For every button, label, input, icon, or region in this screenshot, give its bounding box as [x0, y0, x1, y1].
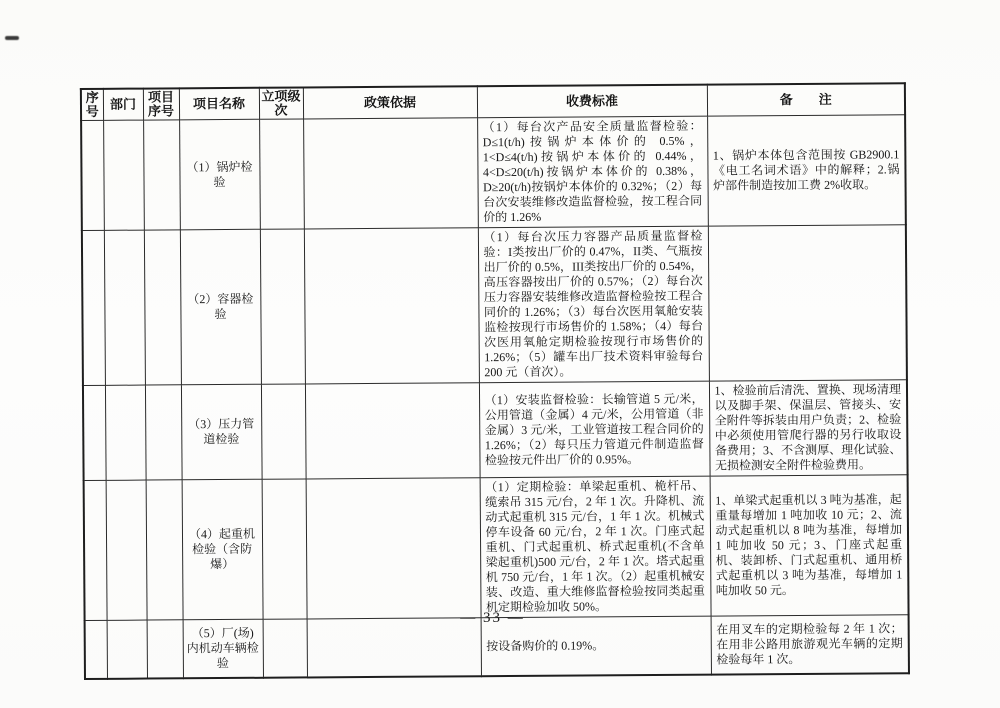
cell-department	[104, 230, 145, 385]
cell-remark: 1、检验前后清洗、置换、现场清理以及脚手架、保温层、管接头、安全附件等拆装由用户负责；2、检验中必须使用管爬行器的另行收取设备费用；3、不含测厚、理化试验、无损检测安全附件检验费用。	[709, 380, 908, 476]
cell-remark: 在用叉车的定期检验每 2 年 1 次；在用非公路用旅游观光车辆的定期检验每年 1 次。	[711, 615, 909, 674]
cell-project-name: （4）起重机检验（含防爆）	[182, 479, 263, 620]
cell-seq-no	[81, 120, 104, 230]
cell-project-no	[143, 120, 180, 230]
header-seq-no: 序号	[81, 89, 103, 121]
header-fee-standard: 收费标准	[477, 85, 707, 118]
cell-project-no	[144, 230, 181, 385]
cell-policy-basis	[304, 228, 479, 384]
cell-seq-no	[83, 385, 106, 480]
cell-remark: 1、单梁式起重机以 3 吨为基准，起重量每增加 1 吨加收 10 元；2、流动式起重机以 8 吨为基准，每增加 1 吨加收 50 元；3、门座式起重机、装卸桥、门式起重机、通用桥式起重机以 3 吨为基准，每增加 1 吨加收 50 元。	[710, 475, 909, 616]
cell-department	[107, 620, 147, 678]
cell-department	[103, 120, 144, 230]
cell-approval-level	[261, 384, 306, 479]
cell-policy-basis	[306, 478, 481, 619]
fee-schedule-table	[80, 82, 910, 679]
header-department: 部门	[103, 89, 143, 121]
cell-approval-level	[262, 479, 307, 619]
cell-project-name: （2）容器检验	[180, 229, 261, 385]
header-project-no: 项目序号	[143, 88, 179, 120]
cell-fee-standard: （1）安装监督检验：长输管道 5 元/米，公用管道（金属）4 元/米，公用管道（非金属）3 元/米，工业管道按工程合同价的 1.26%；（2）每只压力管道元件制造监督检验按元件出厂价的 0.95%。	[479, 381, 710, 478]
page-number: — 33 —	[460, 610, 525, 626]
cell-seq-no	[84, 480, 107, 620]
cell-fee-standard: 按设备购价的 0.19%。	[481, 616, 711, 676]
table-row-pipeline-inspection	[83, 380, 908, 481]
cell-approval-level	[259, 119, 304, 229]
cell-project-name: （5）厂(场)内机动车辆检验	[183, 619, 263, 678]
scan-artifact	[5, 36, 19, 40]
table-row-boiler-inspection	[81, 115, 906, 231]
header-project-name: 项目名称	[179, 88, 259, 120]
cell-project-name: （1）锅炉检验	[179, 119, 260, 230]
cell-fee-standard: （1）定期检验：单梁起重机、桅杆吊、缆索吊 315 元/台，2 年 1 次。升降机、流动式起重机 315 元/台，1 年 1 次。机械式停车设备 60 元/台，2 年 1 次。门座式起重机、门式起重机、桥式起重机(不含单梁起重机)500 元/台，2 年 1 次。塔式起重机 750 元/台，1 年 1 次。（2）起重机械安装、改造、重大维修监督检验按同类起重机定期检验加收 50%。	[480, 476, 711, 618]
cell-seq-no	[82, 230, 105, 385]
cell-seq-no	[85, 620, 107, 678]
cell-policy-basis	[303, 118, 478, 229]
cell-project-no	[146, 480, 183, 620]
cell-approval-level	[263, 619, 307, 677]
cell-remark: 1、锅炉本体包含范围按 GB2900.1《电工名词术语》中的解释；2.锅炉部件制造按加工费 2%收取。	[707, 115, 906, 226]
header-policy-basis: 政策依据	[303, 86, 477, 119]
table-row-crane-inspection	[84, 475, 909, 621]
cell-project-name: （3）压力管道检验	[181, 384, 262, 480]
cell-remark	[708, 225, 907, 381]
header-approval-level: 立项级次	[259, 87, 303, 119]
cell-project-no	[145, 385, 182, 480]
cell-department	[105, 385, 146, 480]
header-remark: 备 注	[707, 83, 905, 116]
cell-fee-standard: （1）每台次压力容器产品质量监督检验：I类按出厂价的 0.47%，II类、气瓶按出厂价的 0.5%，III类按出厂价的 0.54%，高压容器按出厂价的 0.57%；（2）每台次压力容器安装维修改造监督检验按工程合同价的 1.26%；（3）每台次医用氧舱安装监检按现行市场售价的 1.58%；（4）每台次医用氧舱定期检验按现行市场售价的 1.26%；（5）罐车出厂技术资料审验每台 200 元（首次）。	[478, 226, 709, 383]
cell-project-no	[147, 620, 183, 678]
cell-department	[106, 480, 147, 620]
table-row-container-inspection	[82, 225, 907, 386]
cell-approval-level	[260, 229, 305, 384]
cell-policy-basis	[305, 383, 480, 479]
cell-fee-standard: （1）每台次产品安全质量监督检验：D≤1(t/h)按锅炉本体价的 0.5%，1<D≤4(t/h)按锅炉本体价的 0.44%，4<D≤20(t/h)按锅炉本体价的 0.38%，D≥20(t/h)按锅炉本体价的 0.32%；（2）每台次安装维修改造监督检验，按工程合同价的 1.26%	[477, 116, 708, 228]
